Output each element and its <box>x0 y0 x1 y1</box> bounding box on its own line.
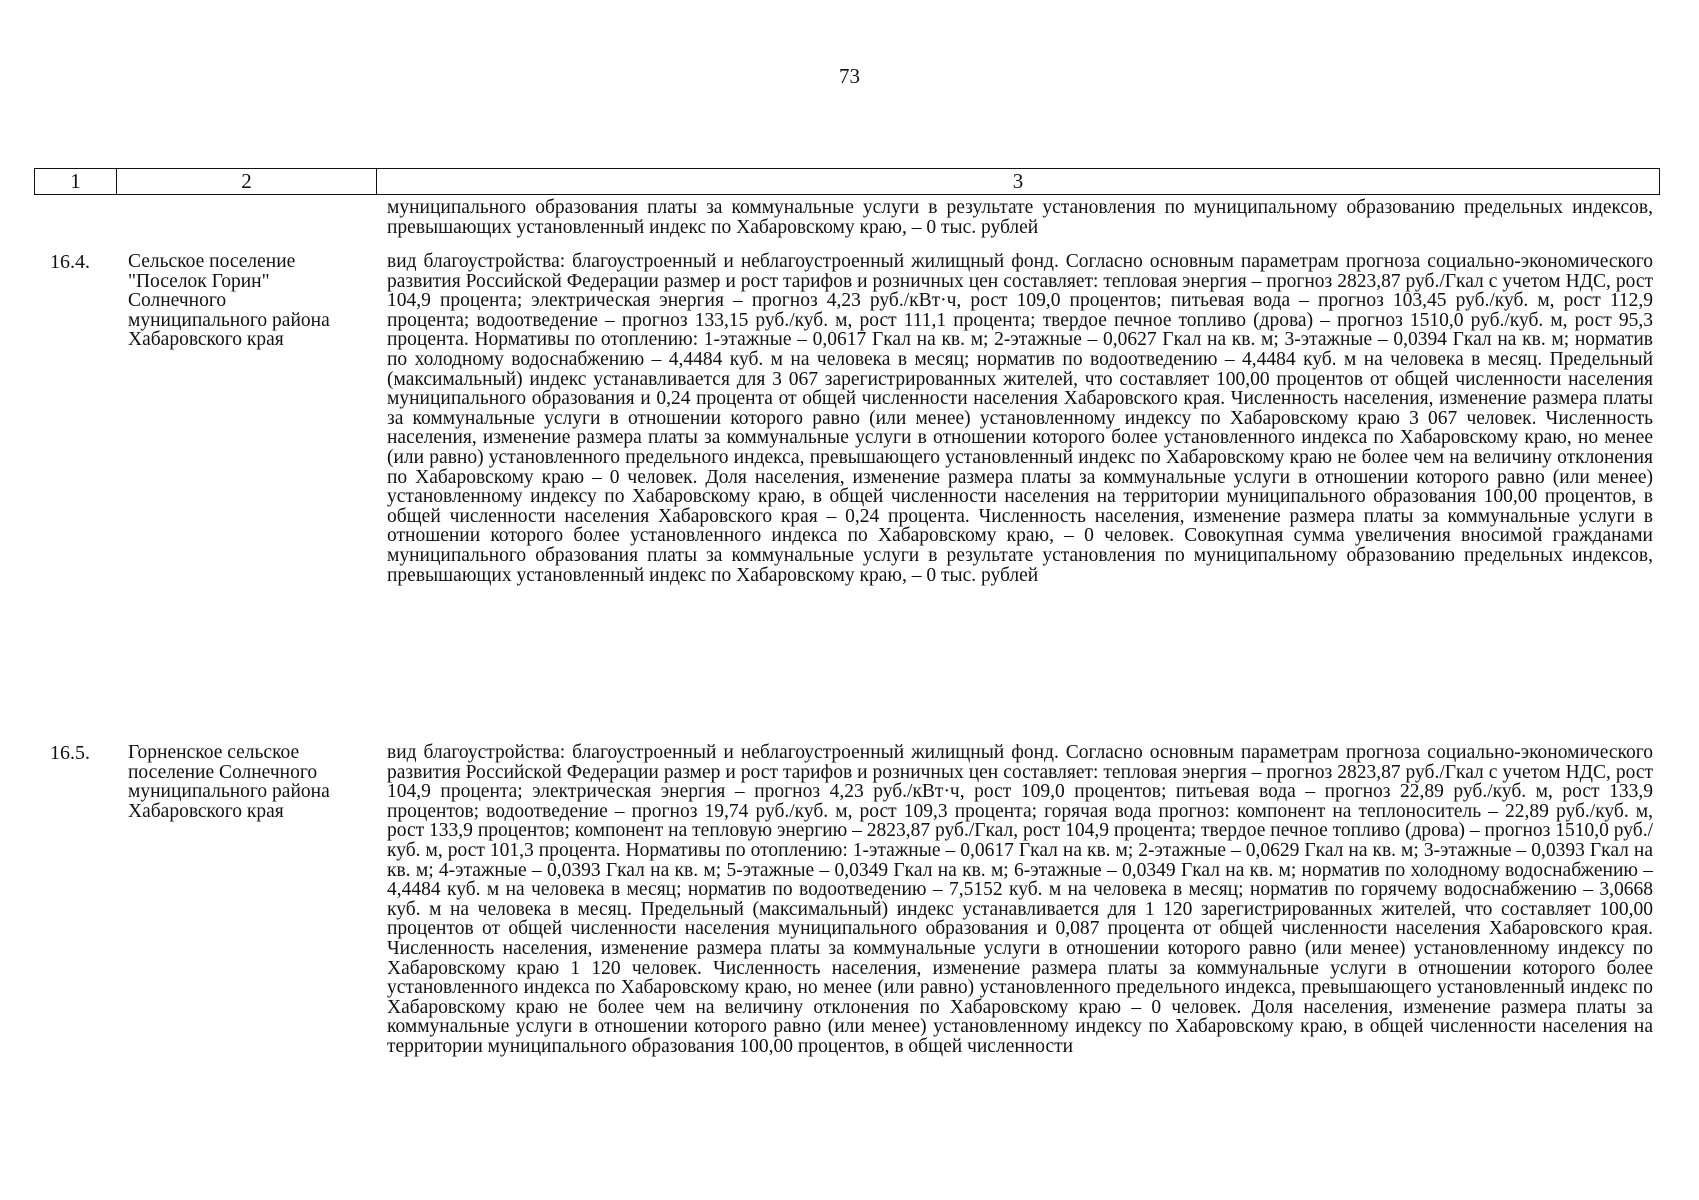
continuation-text: муниципального образования платы за коммунальные услуги в результате установления по муниципальному образованию предельных индексов, превышающих установленный индекс по Хабаровскому краю, – 0 тыс. рублей <box>387 197 1653 238</box>
header-col-2: 2 <box>117 169 377 194</box>
page-number: 73 <box>839 64 860 88</box>
row-number: 16.5. <box>50 742 90 764</box>
table-header-row <box>34 168 1660 195</box>
municipality-name: Горненское сельское поселение Солнечного муниципального района Хабаровского края <box>128 742 330 822</box>
row-description: вид благоустройства: благоустроенный и неблагоустроенный жилищный фонд. Согласно основным параметрам прогноза социально-экономического развития Российской Федерации размер и рост тарифов и розничных цен составляет: тепловая энергия – прогноз 2823,87 руб./Гкал с учетом НДС, рост 104,9 процента; электрическая энергия – прогноз 4,23 руб./кВт·ч, рост 109,0 процентов; питьевая вода – прогноз 22,89 руб./куб. м, рост 133,9 процентов; водоотведение – прогноз 19,74 руб./куб. м, рост 109,3 процента; горячая вода прогноз: компонент на теплоноситель – 22,89 руб./куб. м, рост 133,9 процентов; компонент на тепловую энергию – 2823,87 руб./Гкал, рост 104,9 процента; твердое печное топливо (дрова) – прогноз 1510,0 руб./куб. м, рост 101,3 процента. Нормативы по отоплению: 1-этажные – 0,0617 Гкал на кв. м; 2-этажные – 0,0629 Гкал на кв. м; 3-этажные – 0,0393 Гкал на кв. м; 4-этажные – 0,0393 Гкал на кв. м; 5-этажные – 0,0349 Гкал на кв. м; 6-этажные – 0,0349 Гкал на кв. м; норматив по холодному водоснабжению – 4,4484 куб. м на человека в месяц; норматив по водоотведению – 7,5152 куб. м на человека в месяц; норматив по горячему водоснабжению – 3,0668 куб. м на человека в месяц. Предельный (максимальный) индекс устанавливается для 1 120 зарегистрированных жителей, что составляет 100,00 процентов от общей численности населения муниципального образования и 0,087 процента от общей численности населения Хабаровского края. Численность населения, изменение размера платы за коммунальные услуги в отношении которого равно (или менее) установленному индексу по Хабаровскому краю 1 120 человек. Численность населения, изменение размера платы за коммунальные услуги в отношении которого более установленного индекса по Хабаровскому краю, но менее (или равно) установленного предельного индекса, превышающего установленный индекс по Хабаровскому краю не более чем на величину отклонения по Хабаровскому краю – 0 человек. Доля населения, изменение размера платы за коммунальные услуги в отношении которого равно (или менее) установленному индексу по Хабаровскому краю, в общей численности населения на территории муниципального образования 100,00 процентов, в общей численности <box>387 742 1653 1057</box>
header-col-1: 1 <box>35 169 117 194</box>
header-col-3: 3 <box>1012 169 1024 193</box>
municipality-name: Сельское поселение "Поселок Горин" Солнечного муниципального района Хабаровского края <box>128 251 330 351</box>
row-number: 16.4. <box>50 251 90 273</box>
row-description: вид благоустройства: благоустроенный и неблагоустроенный жилищный фонд. Согласно основным параметрам прогноза социально-экономического развития Российской Федерации размер и рост тарифов и розничных цен составляет: тепловая энергия – прогноз 2823,87 руб./Гкал с учетом НДС, рост 104,9 процента; электрическая энергия – прогноз 4,23 руб./кВт·ч, рост 109,0 процентов; питьевая вода – прогноз 103,45 руб./куб. м, рост 112,9 процента; водоотведение – прогноз 133,15 руб./куб. м, рост 111,1 процента; твердое печное топливо (дрова) – прогноз 1510,0 руб./куб. м, рост 95,3 процента. Нормативы по отоплению: 1-этажные – 0,0617 Гкал на кв. м; 2-этажные – 0,0627 Гкал на кв. м; 3-этажные – 0,0394 Гкал на кв. м; норматив по холодному водоснабжению – 4,4484 куб. м на человека в месяц; норматив по водоотведению – 4,4484 куб. м на человека в месяц. Предельный (максимальный) индекс устанавливается для 3 067 зарегистрированных жителей, что составляет 100,00 процентов от общей численности населения муниципального образования и 0,24 процента от общей численности населения Хабаровского края. Численность населения, изменение размера платы за коммунальные услуги в отношении которого равно (или менее) установленному индексу по Хабаровскому краю 3 067 человек. Численность населения, изменение размера платы за коммунальные услуги в отношении которого более установленного индекса по Хабаровскому краю, но менее (или равно) установленного предельного индекса, превышающего установленный индекс по Хабаровскому краю не более чем на величину отклонения по Хабаровскому краю – 0 человек. Доля населения, изменение размера платы за коммунальные услуги в отношении которого равно (или менее) установленному индексу по Хабаровскому краю, в общей численности населения на территории муниципального образования 100,00 процентов, в общей численности населения Хабаровского края – 0,24 процента. Численность населения, изменение размера платы за коммунальные услуги в отношении которого более установленного индекса по Хабаровскому краю, – 0 человек. Совокупная сумма увеличения вносимой гражданами муниципального образования платы за коммунальные услуги в результате установления по муниципальному образованию предельных индексов, превышающих установленный индекс по Хабаровскому краю, – 0 тыс. рублей <box>387 251 1653 586</box>
